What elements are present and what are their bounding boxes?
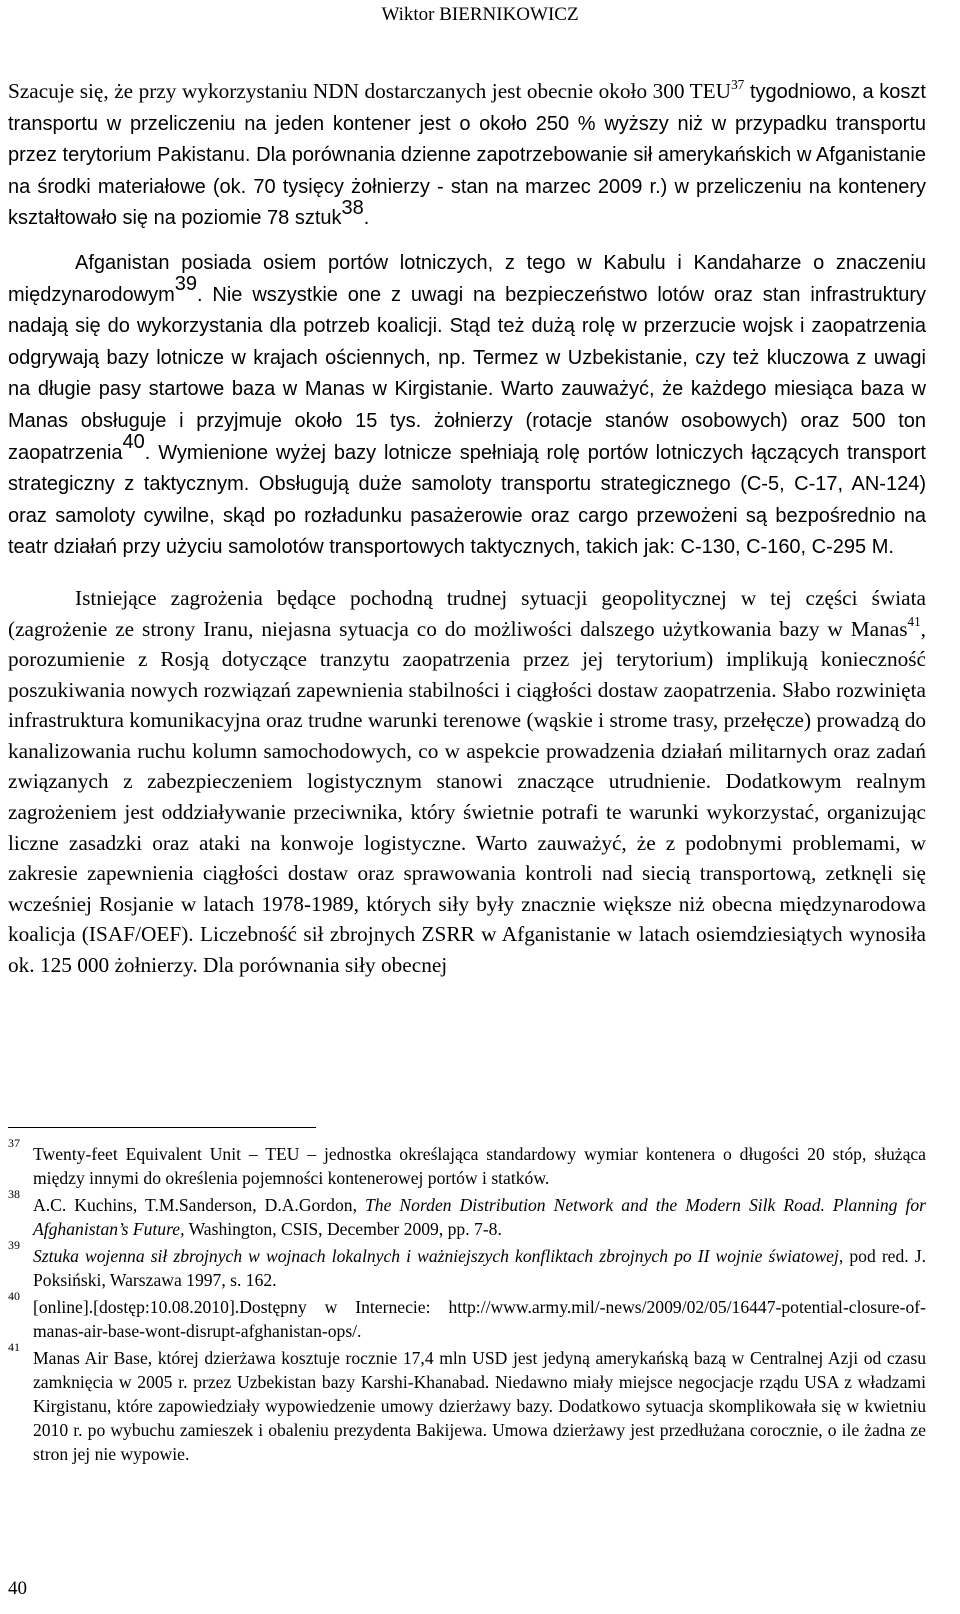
footnote-title: Sztuka wojenna sił zbrojnych w wojnach lokalnych i ważniejszych konfliktach zbrojnych po II wojnie światowej xyxy=(33,1246,839,1266)
footnote-number: 39 xyxy=(8,1238,20,1252)
footnote-40 xyxy=(8,1289,926,1343)
running-header: Wiktor BIERNIKOWICZ xyxy=(381,4,579,25)
paragraph-2-text-b: . Nie wszystkie one z uwagi na bezpieczeństwo lotów oraz stan infrastruktury nadają się do wykorzystania dla potrzeb koalicji. Stąd też dużą rolę w przerzucie wojsk i zaopatrzenia odgrywają bazy lotnicze w krajach ościennych, np. Termez w Uzbekistanie, czy też kluczowa z uwagi na długie pasy startowe baza w Manas w Kirgistanie. Warto zauważyć, że każdego miesiąca baza w Manas obsługuje i przyjmuje około 15 tys. żołnierzy (rotacje stanów osobowych) oraz 500 ton zaopatrzenia xyxy=(8,283,926,464)
paragraph-3-text-b: , porozumienie z Rosją dotyczące tranzytu zaopatrzenia przez jej terytorium) implikują konieczność poszukiwania nowych rozwiązań zapewnienia stabilności i ciągłości dostaw zaopatrzenia. Słabo rozwinięta infrastruktura komunikacyjna oraz trudne warunki terenowe (wąskie i strome trasy, przełęcze) prowadzą do kanalizowania ruchu kolumn samochodowych, co w aspekcie prowadzenia działań militarnych oraz zadań związanych z zabezpieczeniem logistycznym stanowi znaczące utrudnienie. Dodatkowym realnym zagrożeniem jest oddziaływanie przeciwnika, który świetnie potrafi te warunki wykorzystać, organizując liczne zasadzki oraz ataki na konwoje logistyczne. Warto zauważyć, że z podobnymi problemami, w zakresie zapewnienia ciągłości dostaw oraz sprawowania kontroli nad siecią transportową, zetknęli się wcześniej Rosjanie w latach 1978-1989, których siły były znacznie większe niż obecna międzynarodowa koalicja (ISAF/OEF). Liczebność sił zbrojnych ZSRR w Afganistanie w latach osiemdziesiątych wynosiła ok. 125 000 żołnierzy. Dla porównania siły obecnej xyxy=(8,616,926,978)
footnote-link-text[interactable]: [online].[dostęp:10.08.2010].Dostępny w Internecie: http://www.army.mil/-news/2009/02/05/16447-potential-closure-of-manas-air-base-wont-disrupt-afghanistan-ops/. xyxy=(33,1297,926,1341)
paragraph-1-text-a: Szacuje się, że przy wykorzystaniu NDN dostarczanych jest obecnie około 300 TEU xyxy=(8,79,732,103)
footnote-ref-40[interactable]: 40 xyxy=(122,431,145,454)
footnote-41 xyxy=(8,1340,926,1466)
footnote-number: 41 xyxy=(8,1340,20,1354)
paragraph-3-text-a: Istniejące zagrożenia będące pochodną trudnej sytuacji geopolitycznej w tej części świata (zagrożenie ze strony Iranu, niejasna sytuacja co do możliwości dalszego użytkowania bazy w Manas xyxy=(8,585,926,641)
footnote-separator xyxy=(8,1127,316,1128)
footnote-title: The Norden Distribution Network and the Modern Silk Road. Planning for Afghanistan’s Future, xyxy=(33,1195,926,1239)
paragraph-3 xyxy=(8,583,926,981)
footnote-ref-37[interactable]: 37 xyxy=(731,76,745,92)
footnote-ref-41[interactable]: 41 xyxy=(907,614,921,630)
footnote-text: Twenty-feet Equivalent Unit – TEU – jednostka określająca standardowy wymiar kontenera o długości 20 stóp, służąca między innymi do określenia pojemności kontenerowej portów i statków. xyxy=(33,1144,926,1188)
main-text xyxy=(8,76,926,981)
paragraph-2-text-a: Afganistan posiada osiem portów lotniczych, z tego w Kabulu i Kandaharze o znaczeniu międzynarodowym xyxy=(8,251,926,306)
paragraph-2 xyxy=(8,247,926,563)
footnote-text: , pod red. J. Poksiński, Warszawa 1997, s. 162. xyxy=(33,1246,926,1290)
page-number: 40 xyxy=(8,1578,27,1599)
footnote-text: Manas Air Base, której dzierżawa kosztuje rocznie 17,4 mln USD jest jedyną amerykańską bazą w Centralnej Azji od czasu zamknięcia w 2005 r. przez Uzbekistan bazy Karshi-Khanabad. Niedawno miały miejsce negocjacje rządu USA z władzami Kirgistanu, które zapowiedziały wypowiedzenie umowy dzierżawy bazy. Dodatkowo sytuacja skomplikowała się w kwietniu 2010 r. po wybuchu zamieszek i obaleniu prezydenta Bakijewa. Umowa dzierżawy jest przedłużana corocznie, o ile żadna ze stron jej nie wypowie. xyxy=(33,1348,926,1464)
footnotes xyxy=(8,1136,926,1469)
paragraph-1-text-c: . xyxy=(363,207,370,230)
footnote-number: 38 xyxy=(8,1187,20,1201)
paragraph-1 xyxy=(8,76,926,234)
footnote-ref-39[interactable]: 39 xyxy=(174,273,197,296)
footnote-text: Washington, CSIS, December 2009, pp. 7-8. xyxy=(184,1219,502,1239)
footnote-number: 37 xyxy=(8,1136,20,1150)
footnote-39 xyxy=(8,1238,926,1292)
footnote-number: 40 xyxy=(8,1289,20,1303)
footnote-ref-38[interactable]: 38 xyxy=(341,197,364,220)
footnote-text: A.C. Kuchins, T.M.Sanderson, D.A.Gordon, xyxy=(33,1195,365,1215)
footnote-37 xyxy=(8,1136,926,1190)
paragraph-1-text-b: tygodniowo, a koszt transportu w przeliczeniu na jeden kontener jest o około 250 % wyższy niż w przypadku transportu przez terytorium Pakistanu. Dla porównania dzienne zapotrzebowanie sił amerykańskich w Afganistanie na środki materiałowe (ok. 70 tysięcy żołnierzy - stan na marzec 2009 r.) w przeliczeniu na kontenery kształtowało się na poziomie 78 sztuk xyxy=(8,81,926,230)
footnote-38 xyxy=(8,1187,926,1241)
paragraph-2-text-c: . Wymienione wyżej bazy lotnicze spełniają rolę portów lotniczych łączących transport strategiczny z taktycznym. Obsługują duże samoloty transportu strategicznego (C-5, C-17, AN-124) oraz samoloty cywilne, skąd po rozładunku pasażerowie oraz cargo przewożeni są bezpośrednio na teatr działań przy użyciu samolotów transportowych taktycznych, takich jak: C-130, C-160, C-295 M. xyxy=(8,441,926,559)
